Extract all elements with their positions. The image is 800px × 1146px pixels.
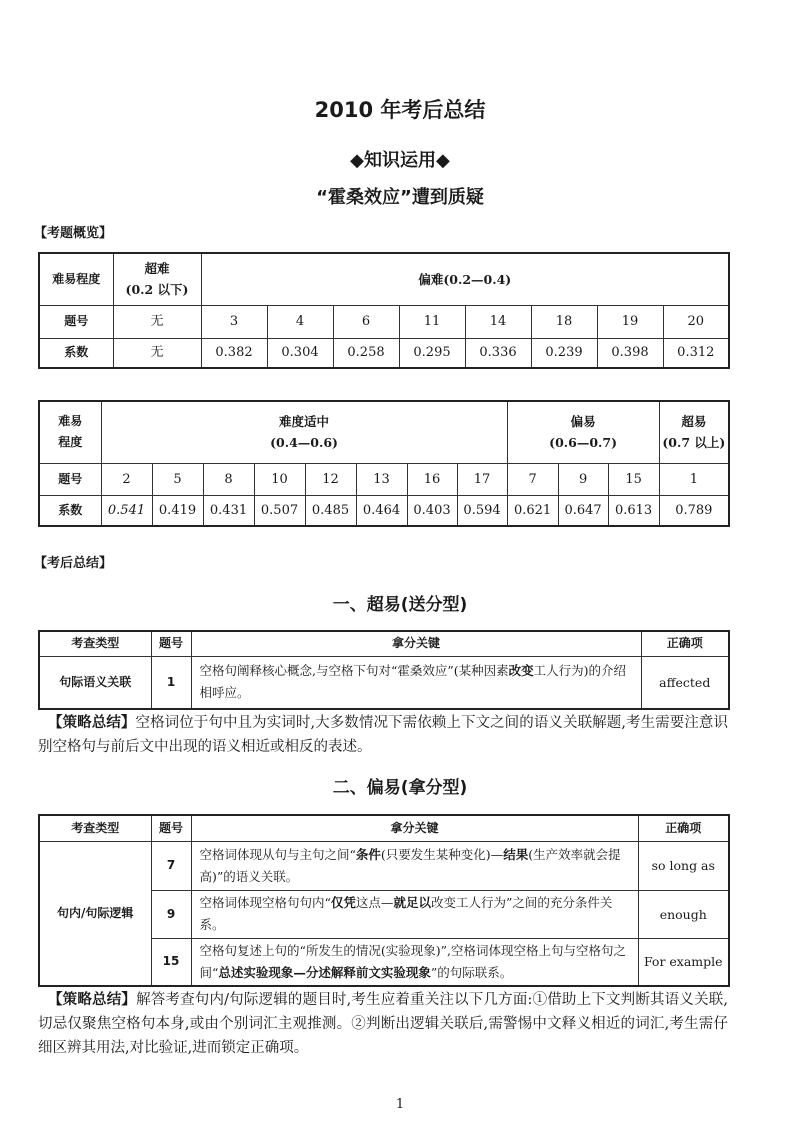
key-point-cell (191, 890, 638, 938)
coefficient-cell: 0.621 (507, 495, 558, 526)
coefficient-cell: 0.594 (457, 495, 507, 526)
answer-cell: enough (638, 890, 729, 938)
level-label-line-2: 程度 (58, 435, 83, 450)
key-emphasis: 条件 (355, 846, 381, 862)
page-number: 1 (395, 1097, 405, 1112)
key-text: 空格句复述上句的“所发生的情况(实验现象)”,空格词体现空格上句与空格句之间“ (199, 942, 627, 980)
question-num-cell: 17 (457, 463, 507, 495)
coefficient-cell: 0.403 (407, 495, 457, 526)
row-label-coef: 系数 (39, 495, 101, 526)
question-num-cell: 无 (113, 305, 201, 338)
question-num-cell: 16 (407, 463, 457, 495)
super-easy-header (659, 401, 729, 463)
coefficient-cell: 0.541 (101, 495, 152, 526)
section2-strategy (38, 988, 728, 1060)
row-label-num: 题号 (39, 305, 113, 338)
row-label-level: 难易程度 (39, 253, 113, 305)
question-num-cell: 11 (399, 305, 465, 338)
page-title: 2010 年考后总结 (314, 98, 486, 122)
question-num-cell: 19 (597, 305, 663, 338)
question-num-cell: 2 (101, 463, 152, 495)
easy-range: (0.6—0.7) (549, 435, 617, 451)
easy-label: 偏易 (570, 414, 596, 430)
difficulty-table-1 (38, 252, 730, 369)
key-text: 空格词体现从句与主句之间“ (199, 846, 356, 862)
key-emphasis: 总述实验现象—分述解释前文实验现象 (218, 964, 431, 980)
article-subtitle: “霍桑效应”遭到质疑 (316, 187, 484, 208)
easy-header (507, 401, 659, 463)
key-point-cell (191, 938, 638, 986)
moderate-label: 难度适中 (279, 414, 330, 430)
section-title: ◆知识运用◆ (350, 150, 450, 171)
question-num-cell: 12 (305, 463, 356, 495)
coefficient-cell: 0.382 (201, 338, 267, 368)
key-text: 这点— (355, 895, 394, 910)
coefficient-cell: 0.419 (152, 495, 203, 526)
header-answer: 正确项 (638, 815, 729, 841)
key-emphasis: 仅凭 (330, 895, 356, 910)
difficulty-table-2 (38, 400, 730, 527)
coefficient-cell: 0.485 (305, 495, 356, 526)
coefficient-cell: 0.258 (333, 338, 399, 368)
coefficient-cell: 0.239 (531, 338, 597, 368)
question-num-cell: 5 (152, 463, 203, 495)
key-point-cell (191, 656, 641, 709)
question-num-cell: 4 (267, 305, 333, 338)
header-type: 考查类型 (39, 631, 151, 656)
question-num-cell: 20 (663, 305, 729, 338)
header-answer: 正确项 (641, 631, 729, 656)
coefficient-cell: 0.336 (465, 338, 531, 368)
question-num-cell: 8 (203, 463, 254, 495)
coefficient-cell: 0.507 (254, 495, 305, 526)
summary-heading: 【考后总结】 (34, 556, 113, 571)
row-label-level (39, 401, 101, 463)
row-label-coef: 系数 (39, 338, 113, 368)
coefficient-cell: 无 (113, 338, 201, 368)
question-num-cell: 7 (151, 841, 191, 890)
strategy-text: 空格词位于句中且为实词时,大多数情况下需依赖上下文之间的语义关联解题,考生需要注意识别空格句与前后文中出现的语义相近或相反的表述。 (38, 715, 728, 755)
moderate-header (101, 401, 507, 463)
question-num-cell: 1 (659, 463, 729, 495)
super-hard-label: 超难 (144, 261, 170, 277)
row-label-num: 题号 (39, 463, 101, 495)
section2-table (38, 814, 730, 987)
level-label-line-1: 难易 (58, 414, 83, 429)
key-text: 空格词体现空格句句内“ (199, 895, 331, 910)
key-text: (只要发生某种变化)— (380, 846, 504, 862)
answer-cell: so long as (638, 841, 729, 890)
question-num-cell: 15 (608, 463, 659, 495)
strategy-label: 【策略总结】 (48, 715, 136, 731)
coefficient-cell: 0.789 (659, 495, 729, 526)
question-num-cell: 10 (254, 463, 305, 495)
moderate-range: (0.4—0.6) (270, 435, 338, 451)
coefficient-cell: 0.647 (558, 495, 608, 526)
question-num-cell: 18 (531, 305, 597, 338)
super-hard-range: (0.2 以下) (125, 282, 189, 298)
answer-cell: For example (638, 938, 729, 986)
question-type-cell: 句内/句际逻辑 (39, 841, 151, 986)
strategy-label: 【策略总结】 (48, 992, 137, 1008)
coefficient-cell: 0.431 (203, 495, 254, 526)
key-emphasis: 就足以 (393, 895, 431, 910)
section2-heading: 二、偏易(拿分型) (332, 778, 468, 798)
key-text: 改变工人行为”之间的充分条件关系。 (199, 895, 613, 932)
key-point-cell (191, 841, 638, 890)
coefficient-cell: 0.304 (267, 338, 333, 368)
super-hard-header (113, 253, 201, 305)
question-type-cell: 句际语义关联 (39, 656, 151, 709)
question-num-cell: 6 (333, 305, 399, 338)
coefficient-cell: 0.312 (663, 338, 729, 368)
key-text: ”的句际联系。 (430, 964, 513, 980)
question-num-cell: 14 (465, 305, 531, 338)
overview-heading: 【考题概览】 (34, 226, 113, 241)
section1-table (38, 630, 730, 710)
question-num-cell: 3 (201, 305, 267, 338)
key-emphasis: 结果 (503, 846, 529, 862)
key-text: (生产效率就会提高)”的语义关联。 (199, 846, 621, 884)
coefficient-cell: 0.398 (597, 338, 663, 368)
answer-cell: affected (641, 656, 729, 709)
header-num: 题号 (151, 815, 191, 841)
question-num-cell: 13 (356, 463, 407, 495)
section1-strategy (38, 711, 728, 759)
key-emphasis: 改变 (508, 663, 534, 679)
super-easy-range: (0.7 以上) (662, 435, 726, 451)
question-num-cell: 9 (151, 890, 191, 938)
section1-heading: 一、超易(送分型) (332, 595, 468, 615)
question-num-cell: 1 (151, 656, 191, 709)
hard-header: 偏难(0.2—0.4) (201, 253, 729, 305)
header-num: 题号 (151, 631, 191, 656)
coefficient-cell: 0.295 (399, 338, 465, 368)
coefficient-cell: 0.464 (356, 495, 407, 526)
key-text: 工人行为)的介绍相呼应。 (199, 663, 627, 701)
key-text: 空格句阐释核心概念,与空格下句对“霍桑效应”(某种因素 (199, 663, 509, 679)
super-easy-label: 超易 (681, 414, 707, 430)
question-num-cell: 7 (507, 463, 558, 495)
header-key: 拿分关键 (191, 631, 641, 656)
strategy-text: 解答考查句内/句际逻辑的题目时,考生应着重关注以下几方面:①借助上下文判断其语义关联,切忌仅聚焦空格句本身,或由个别词汇主观推测。②判断出逻辑关联后,需警惕中文释义相近的词汇,考生需仔细区辨其用法,对比验证,进而锁定正确项。 (38, 992, 728, 1056)
question-num-cell: 15 (151, 938, 191, 986)
coefficient-cell: 0.613 (608, 495, 659, 526)
question-num-cell: 9 (558, 463, 608, 495)
header-type: 考查类型 (39, 815, 151, 841)
header-key: 拿分关键 (191, 815, 638, 841)
